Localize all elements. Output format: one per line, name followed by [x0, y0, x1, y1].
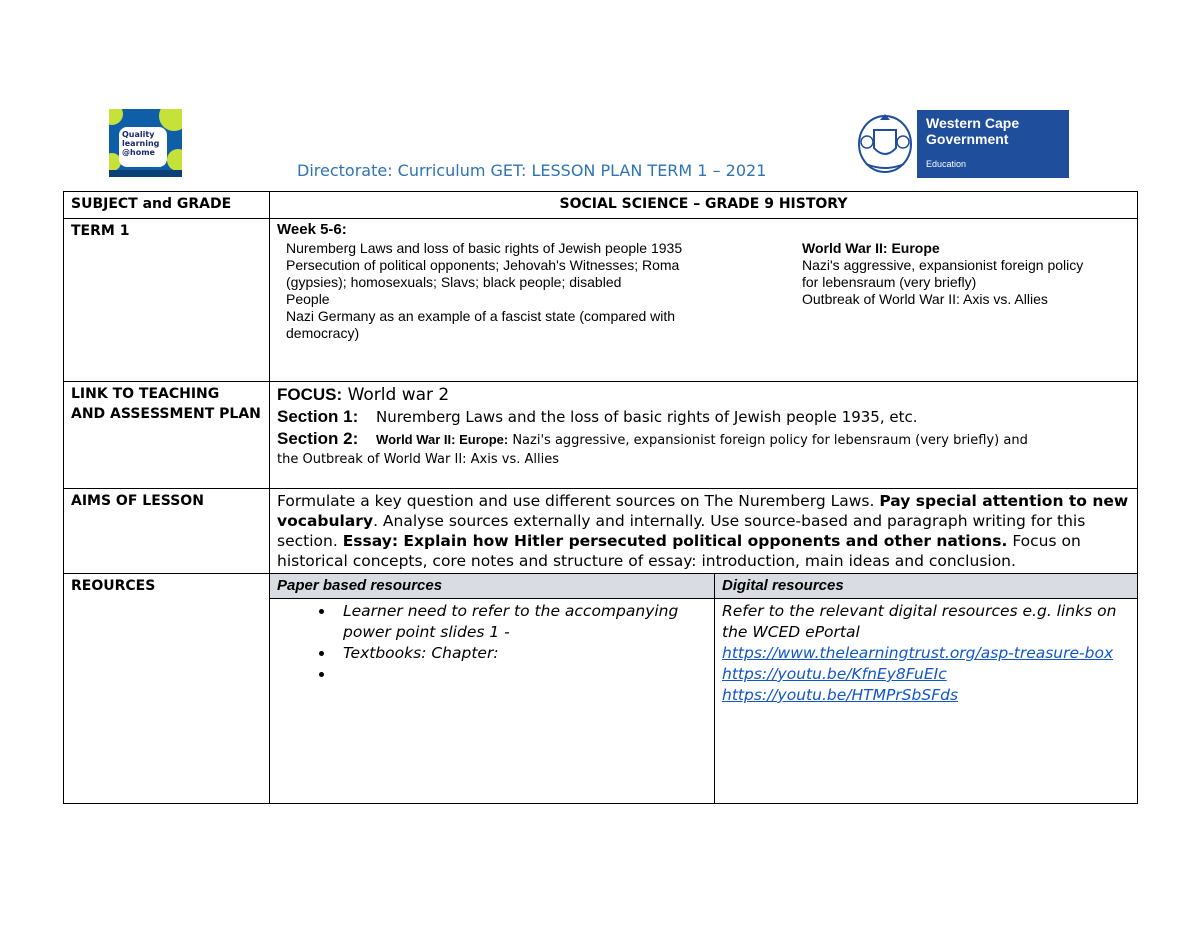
- term-line: (gypsies); homosexuals; Slavs; black people; disabled: [286, 274, 622, 290]
- wcg-line-1: Western Cape: [926, 115, 1020, 131]
- subject-label: SUBJECT and GRADE: [64, 192, 270, 219]
- section1-label: Section 1:: [277, 407, 359, 426]
- link-youtube-1[interactable]: https://youtu.be/KfnEy8FuEIc: [722, 665, 947, 683]
- term-line: for lebensraum (very briefly): [802, 274, 977, 290]
- lesson-plan-table: [63, 191, 1138, 804]
- link-youtube-2[interactable]: https://youtu.be/HTMPrSbSFds: [722, 686, 959, 704]
- link-label: [64, 382, 270, 489]
- aims-text: Formulate a key question and use different sources on The Nuremberg Laws.: [277, 492, 880, 510]
- coat-of-arms-icon: [852, 110, 917, 178]
- week-heading: Week 5-6:: [277, 221, 347, 238]
- table-row: [64, 382, 1138, 489]
- section2-value: Nazi's aggressive, expansionist foreign policy for lebensraum (very briefly) and: [508, 433, 1028, 448]
- link-learningtrust[interactable]: https://www.thelearningtrust.org/asp-treasure-box: [722, 644, 1114, 662]
- term-label: TERM 1: [64, 219, 270, 382]
- aims-text: . Analyse sources externally and internally. Use source-based and paragraph writing for this section.: [277, 512, 1086, 550]
- western-cape-government-logo: [852, 110, 1069, 178]
- term-line: Nuremberg Laws and loss of basic rights of Jewish people 1935: [286, 240, 683, 256]
- page-title: Directorate: Curriculum GET: LESSON PLAN TERM 1 – 2021: [297, 161, 767, 180]
- link-content: [270, 382, 1138, 489]
- term-content: [270, 219, 1138, 382]
- term-right-heading: World War II: Europe: [802, 240, 940, 256]
- aims-text: Focus on historical concepts, core notes and structure of essay: introduction, main ideas and conclusion.: [277, 532, 1081, 570]
- aims-bold-text: Essay: Explain how Hitler persecuted political opponents and other nations.: [342, 532, 1008, 550]
- table-row: [64, 219, 1138, 382]
- list-item: [335, 664, 707, 685]
- logo-line-3: @home: [122, 148, 155, 157]
- quality-learning-logo: [109, 109, 182, 177]
- table-row: [64, 574, 1138, 599]
- section2-line2: the Outbreak of World War II: Axis vs. Allies: [277, 452, 560, 467]
- term-line: People: [286, 291, 330, 307]
- focus-value: World war 2: [342, 385, 450, 405]
- list-item: • Learner need to refer to the accompanying power point slides 1 -: [335, 601, 707, 643]
- term-line: Nazi Germany as an example of a fascist state (compared with: [286, 308, 676, 324]
- list-item: • Textbooks: Chapter:: [335, 643, 707, 664]
- paper-resources-list: [270, 599, 715, 804]
- logo-line-2: learning: [122, 139, 160, 148]
- table-row: [64, 489, 1138, 574]
- paper-resources-heading: Paper based resources: [270, 574, 715, 599]
- term-line: democracy): [286, 325, 360, 341]
- aims-bold-text: Pay special attention to new vocabulary: [277, 492, 1129, 530]
- aims-label: AIMS OF LESSON: [64, 489, 270, 574]
- resources-label: REOURCES: [64, 574, 270, 804]
- link-label-line-1: LINK TO TEACHING: [71, 386, 220, 402]
- section2-label: Section 2:: [277, 429, 359, 448]
- focus-label: FOCUS:: [277, 385, 343, 404]
- section2-bold: World War II: Europe:: [376, 432, 509, 447]
- link-label-line-2: AND ASSESSMENT PLAN: [71, 406, 261, 422]
- term-line: Nazi's aggressive, expansionist foreign policy: [802, 257, 1084, 273]
- digital-intro: Refer to the relevant digital resources e.g. links on the WCED ePortal: [722, 602, 1117, 641]
- term-line: Persecution of political opponents; Jehovah's Witnesses; Roma: [286, 257, 680, 273]
- subject-value: SOCIAL SCIENCE – GRADE 9 HISTORY: [270, 192, 1138, 219]
- wcg-line-3: Education: [926, 159, 967, 169]
- term-line: Outbreak of World War II: Axis vs. Allies: [802, 291, 1048, 307]
- digital-resources-list: [715, 599, 1138, 804]
- table-row: [64, 192, 1138, 219]
- logo-line-1: Quality: [122, 130, 155, 139]
- aims-content: [270, 489, 1138, 574]
- digital-resources-heading: Digital resources: [715, 574, 1138, 599]
- section1-value: Nuremberg Laws and the loss of basic rights of Jewish people 1935, etc.: [376, 408, 918, 426]
- wcg-line-2: Government: [926, 131, 1009, 147]
